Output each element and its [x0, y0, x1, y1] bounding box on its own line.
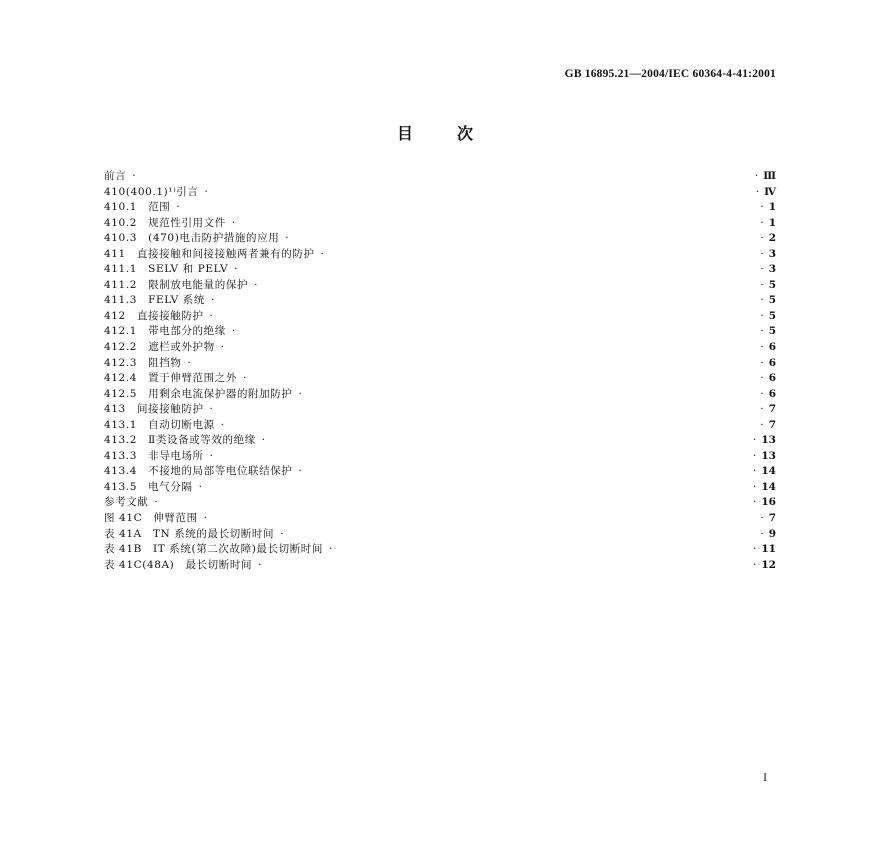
toc-page-number: 3 — [768, 263, 776, 276]
toc-leader-dot: · — [231, 216, 236, 229]
toc-entry[interactable] — [104, 418, 776, 434]
toc-leader-dot: · — [242, 372, 247, 385]
toc-entry[interactable] — [104, 511, 776, 527]
toc-entry-text: 表 41B IT 系统(第二次故障)最长切断时间 — [104, 543, 323, 556]
toc-leader-dot: · — [198, 480, 203, 493]
toc-leader-dot: · — [760, 356, 764, 369]
toc-entry-label — [104, 278, 262, 294]
toc-entry-text: 412.3 阻挡物 — [104, 356, 182, 369]
toc-leader-dot: · — [760, 201, 764, 214]
toc-entry-label — [104, 558, 266, 574]
toc-leader-dot: · — [760, 216, 764, 229]
toc-entry[interactable] — [104, 449, 776, 465]
toc-leader-dot: · — [254, 278, 259, 291]
toc-entry[interactable] — [104, 340, 776, 356]
toc-entry[interactable] — [104, 247, 776, 263]
toc-entry-page — [753, 495, 776, 511]
toc-entry-text: 412.4 置于伸臂范围之外 — [104, 372, 237, 385]
toc-entry[interactable] — [104, 558, 776, 574]
toc-entry-label — [104, 449, 218, 465]
toc-leader-dot: · — [760, 232, 764, 245]
toc-entry-page — [753, 558, 776, 574]
toc-page-number: 5 — [768, 278, 776, 291]
toc-leader-dot: · — [209, 309, 214, 322]
toc-entry[interactable] — [104, 231, 776, 247]
toc-entry-label — [104, 231, 293, 247]
toc-page-number: 1 — [768, 201, 776, 214]
toc-entry-text: 412.2 遮栏或外护物 — [104, 341, 215, 354]
toc-leader-dot: · — [760, 403, 764, 416]
toc-leader-dot: · — [753, 480, 757, 493]
toc-leader-dot: · — [320, 247, 325, 260]
toc-page-number: 5 — [768, 294, 776, 307]
toc-leader-dot: · — [209, 449, 214, 462]
toc-entry-text: 参考文献 — [104, 496, 149, 509]
toc-leader-dot: · — [298, 465, 303, 478]
toc-entry-page — [760, 511, 776, 527]
toc-entry-label — [104, 464, 306, 480]
toc-entry-text: 413 间接接触防护 — [104, 403, 204, 416]
toc-page-number: 5 — [768, 325, 776, 338]
toc-leader-dot: · — [760, 309, 764, 322]
toc-entry[interactable] — [104, 185, 776, 201]
toc-entry-text: 前言 — [104, 170, 127, 182]
toc-entry[interactable] — [104, 356, 776, 372]
toc-leader-dot: · — [209, 403, 214, 416]
toc-entry[interactable] — [104, 216, 776, 232]
toc-leader-dot: · — [760, 278, 764, 291]
toc-entry-text: 图 41C 伸臂范围 — [104, 512, 198, 525]
toc-leader-dot: · — [203, 512, 208, 525]
toc-entry-label — [104, 495, 162, 511]
toc-entry-page — [753, 449, 776, 465]
toc-leader-dot: · — [298, 387, 303, 400]
toc-leader-dot: · — [261, 434, 266, 447]
toc-entry[interactable] — [104, 387, 776, 403]
toc-entry-text: 表 41C(48A) 最长切断时间 — [104, 558, 253, 571]
toc-leader-dot: · — [280, 527, 285, 540]
toc-entry[interactable] — [104, 464, 776, 480]
toc-entry[interactable] — [104, 169, 776, 185]
toc-page-number: 9 — [768, 527, 776, 540]
toc-entry[interactable] — [104, 402, 776, 418]
toc-entry-page — [755, 169, 776, 185]
toc-entry-label — [104, 371, 251, 387]
toc-leader-dot: · — [754, 170, 759, 182]
toc-entry-text: 411.1 SELV 和 PELV — [104, 263, 229, 276]
toc-entry-page — [753, 464, 776, 480]
toc-entry-page — [760, 356, 776, 372]
toc-entry-page — [760, 340, 776, 356]
toc-entry-page — [760, 278, 776, 294]
toc-leader-dot: · — [231, 325, 236, 338]
toc-entry-label — [104, 293, 219, 309]
toc-page-number: 1 — [768, 216, 776, 229]
toc-entry-text: 411 直接接触和间接接触两者兼有的防护 — [104, 247, 315, 260]
toc-entry-label — [104, 185, 212, 201]
toc-page-number: 12 — [761, 558, 776, 571]
toc-page-number: 14 — [761, 465, 776, 478]
toc-entry-text: 413.3 非导电场所 — [104, 449, 204, 462]
toc-entry[interactable] — [104, 278, 776, 294]
toc-entry-label — [104, 480, 207, 496]
toc-page-number: 16 — [761, 496, 776, 509]
page-number: I — [763, 772, 768, 784]
toc-leader-dot: · — [753, 465, 757, 478]
toc-entry-label — [104, 200, 184, 216]
toc-entry-page — [760, 527, 776, 543]
toc-entry[interactable] — [104, 480, 776, 496]
toc-leader-dot: · — [760, 418, 764, 431]
toc-entry[interactable] — [104, 262, 776, 278]
toc-entry-page — [760, 418, 776, 434]
toc-page-number: 14 — [761, 480, 776, 493]
toc-leader-dot: · — [760, 387, 764, 400]
toc-leader-dot: · — [753, 449, 757, 462]
toc-leader-dot: · — [176, 201, 181, 214]
toc-entry-label — [104, 511, 212, 527]
toc-leader-dot: · — [760, 325, 764, 338]
toc-page-number: 6 — [768, 356, 776, 369]
toc-entry-text: 413.5 电气分隔 — [104, 480, 193, 493]
toc-leader-dot: · — [234, 263, 239, 276]
toc-entry-text: 410.1 范围 — [104, 201, 171, 214]
toc-page-number: 3 — [768, 247, 776, 260]
toc-entry-page — [753, 542, 776, 558]
toc-entry-page — [760, 324, 776, 340]
table-of-contents — [104, 169, 776, 573]
toc-entry-page — [760, 309, 776, 325]
toc-page-number: 7 — [768, 512, 776, 525]
toc-entry-text: 411.3 FELV 系统 — [104, 294, 205, 307]
toc-entry-text: 413.2 Ⅱ类设备或等效的绝缘 — [104, 434, 256, 447]
toc-entry-text: 410(400.1)¹⁾引言 — [104, 185, 199, 198]
toc-entry[interactable] — [104, 495, 776, 511]
toc-entry-label — [104, 169, 140, 185]
toc-entry[interactable] — [104, 324, 776, 340]
toc-entry-page — [756, 185, 776, 201]
toc-leader-dot: · — [760, 341, 764, 354]
toc-entry-label — [104, 309, 218, 325]
toc-entry-text: 412.1 带电部分的绝缘 — [104, 325, 226, 338]
toc-leader-dot: · — [760, 247, 764, 260]
toc-leader-dot: · — [753, 496, 757, 509]
toc-entry[interactable] — [104, 309, 776, 325]
toc-entry[interactable] — [104, 293, 776, 309]
toc-entry-label — [104, 324, 240, 340]
toc-entry-label — [104, 262, 242, 278]
toc-entry-label — [104, 387, 306, 403]
toc-leader-dot: · — [760, 372, 764, 385]
toc-page-number: 6 — [768, 341, 776, 354]
toc-entry-text: 410.3 (470)电击防护措施的应用 — [104, 232, 280, 245]
toc-entry-page — [760, 200, 776, 216]
toc-entry-label — [104, 418, 229, 434]
toc-entry-page — [760, 371, 776, 387]
toc-leader-dot: · — [132, 170, 137, 182]
toc-entry-label — [104, 402, 218, 418]
toc-entry-page — [760, 262, 776, 278]
toc-page-number: 13 — [761, 434, 776, 447]
toc-leader-dot: · — [258, 558, 263, 571]
toc-entry-label — [104, 527, 288, 543]
toc-entry-label — [104, 247, 329, 263]
toc-entry[interactable] — [104, 433, 776, 449]
toc-entry-page — [760, 247, 776, 263]
toc-entry-text: 413.1 自动切断电源 — [104, 418, 215, 431]
toc-entry-text: 413.4 不接地的局部等电位联结保护 — [104, 465, 293, 478]
toc-entry-page — [760, 216, 776, 232]
toc-page-number: 11 — [761, 543, 776, 556]
toc-page-number: 2 — [768, 232, 776, 245]
toc-entry[interactable] — [104, 371, 776, 387]
toc-page-number: 7 — [768, 403, 776, 416]
toc-leader-dot: · — [755, 185, 760, 198]
toc-entry-label — [104, 542, 337, 558]
toc-page-number: Ⅳ — [764, 185, 776, 198]
toc-leader-dot: · — [210, 294, 215, 307]
toc-page-number: 7 — [768, 418, 776, 431]
toc-page-number: 13 — [761, 449, 776, 462]
toc-leader-dot: · — [187, 356, 192, 369]
toc-entry-label — [104, 433, 270, 449]
toc-entry-page — [753, 433, 776, 449]
toc-entry-page — [760, 231, 776, 247]
toc-leader-dot: · — [753, 558, 757, 571]
toc-entry[interactable] — [104, 542, 776, 558]
toc-entry-text: 412.5 用剩余电流保护器的附加防护 — [104, 387, 293, 400]
toc-entry-label — [104, 216, 240, 232]
toc-leader-dot: · — [329, 543, 333, 556]
toc-entry-text: 411.2 限制放电能量的保护 — [104, 278, 249, 291]
toc-page-number: Ⅲ — [763, 170, 776, 182]
toc-entry[interactable] — [104, 527, 776, 543]
toc-leader-dot: · — [753, 543, 757, 556]
toc-entry-text: 表 41A TN 系统的最长切断时间 — [104, 527, 275, 540]
toc-leader-dot: · — [753, 434, 757, 447]
toc-entry-label — [104, 340, 229, 356]
toc-leader-dot: · — [285, 232, 290, 245]
toc-leader-dot: · — [760, 263, 764, 276]
toc-leader-dot: · — [760, 527, 764, 540]
toc-leader-dot: · — [760, 512, 764, 525]
toc-leader-dot: · — [220, 418, 225, 431]
toc-page-number: 5 — [768, 309, 776, 322]
toc-entry-page — [753, 480, 776, 496]
toc-leader-dot: · — [204, 185, 209, 198]
toc-leader-dot: · — [220, 341, 225, 354]
standard-code-header: GB 16895.21—2004/IEC 60364-4-41:2001 — [564, 68, 776, 80]
toc-entry-page — [760, 387, 776, 403]
toc-entry-text: 410.2 规范性引用文件 — [104, 216, 226, 229]
toc-entry-text: 412 直接接触防护 — [104, 309, 204, 322]
toc-entry-page — [760, 293, 776, 309]
toc-leader-dot: · — [760, 294, 764, 307]
toc-entry-label — [104, 356, 195, 372]
toc-entry-page — [760, 402, 776, 418]
toc-leader-dot: · — [154, 496, 159, 509]
toc-page-number: 6 — [768, 387, 776, 400]
toc-page-number: 6 — [768, 372, 776, 385]
toc-title: 目次 — [396, 124, 517, 143]
toc-entry[interactable] — [104, 200, 776, 216]
